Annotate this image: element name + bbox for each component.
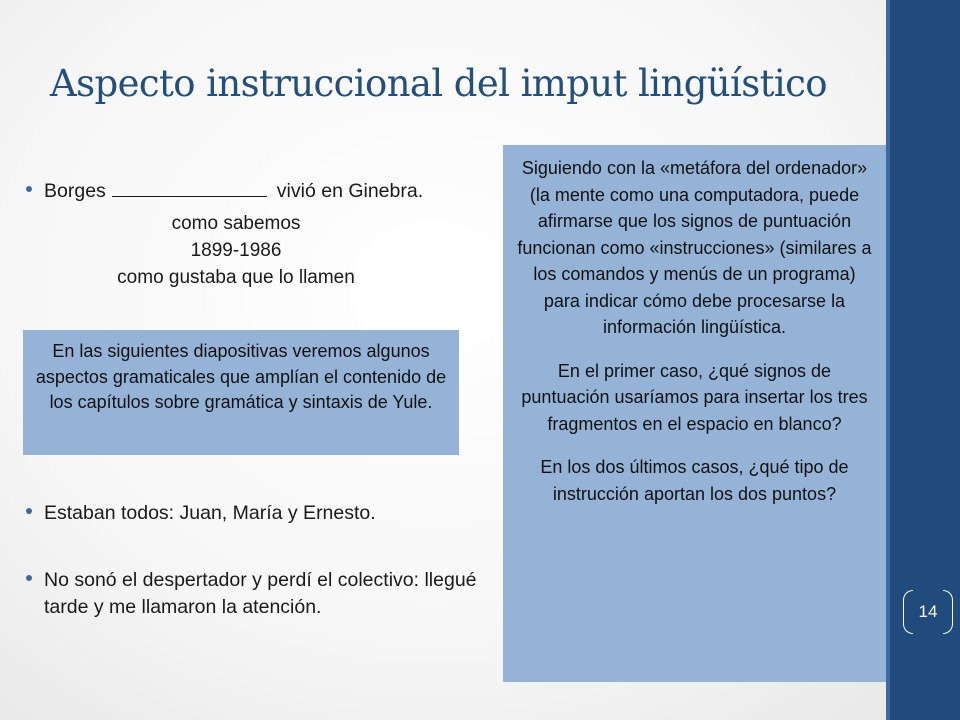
bullet-1-after: vivió en Ginebra. — [276, 180, 424, 202]
bullet-dot-icon — [26, 575, 32, 581]
info-paragraph-3: En los dos últimos casos, ¿qué tipo de instrucción aportan los dos puntos? — [540, 457, 849, 504]
bullet-dot-icon — [26, 508, 32, 514]
fragment-options — [26, 210, 446, 291]
bullet-3-text: No sonó el despertador y perdí el colectivo: llegué tarde y me llamaron la atención. — [44, 569, 477, 618]
blank-space — [112, 178, 267, 197]
info-box-right — [503, 145, 886, 682]
bullet-2-text: Estaban todos: Juan, María y Ernesto. — [44, 502, 376, 524]
page-number-text: 14 — [918, 602, 938, 621]
slide-title: Aspecto instruccional del imput lingüístico — [50, 62, 827, 105]
fragment-option: como gustaba que lo llamen — [117, 267, 355, 288]
info-paragraph-1: Siguiendo con la «metáfora del ordenador» (la mente como una computadora, puede afirmarse que los signos de puntuación funcionan como «instrucciones» (similares a los comandos y menús de un programa) para indicar cómo debe procesarse la información lingüística. — [517, 158, 872, 337]
info-paragraph-2: En el primer caso, ¿qué signos de puntuación usaríamos para insertar los tres fragmentos en el espacio en blanco? — [521, 360, 868, 434]
bullet-1-row — [26, 178, 496, 204]
bullet-dot-icon — [26, 186, 32, 192]
fragment-option: 1899-1986 — [190, 240, 282, 261]
page-number — [903, 590, 953, 634]
bullet-2-row — [26, 500, 496, 526]
info-box-left: En las siguientes diapositivas veremos algunos aspectos gramaticales que amplían el contenido de los capítulos sobre gramática y sintaxis de Yule. — [23, 330, 459, 455]
left-brace-icon — [903, 590, 913, 634]
bullet-1 — [26, 178, 496, 288]
right-brace-icon — [943, 590, 953, 634]
bullet-3 — [26, 567, 496, 621]
bullet-1-before: Borges — [44, 180, 106, 202]
bullet-3-row — [26, 567, 496, 621]
bullet-2 — [26, 500, 496, 526]
fragment-option: como sabemos — [171, 213, 301, 234]
